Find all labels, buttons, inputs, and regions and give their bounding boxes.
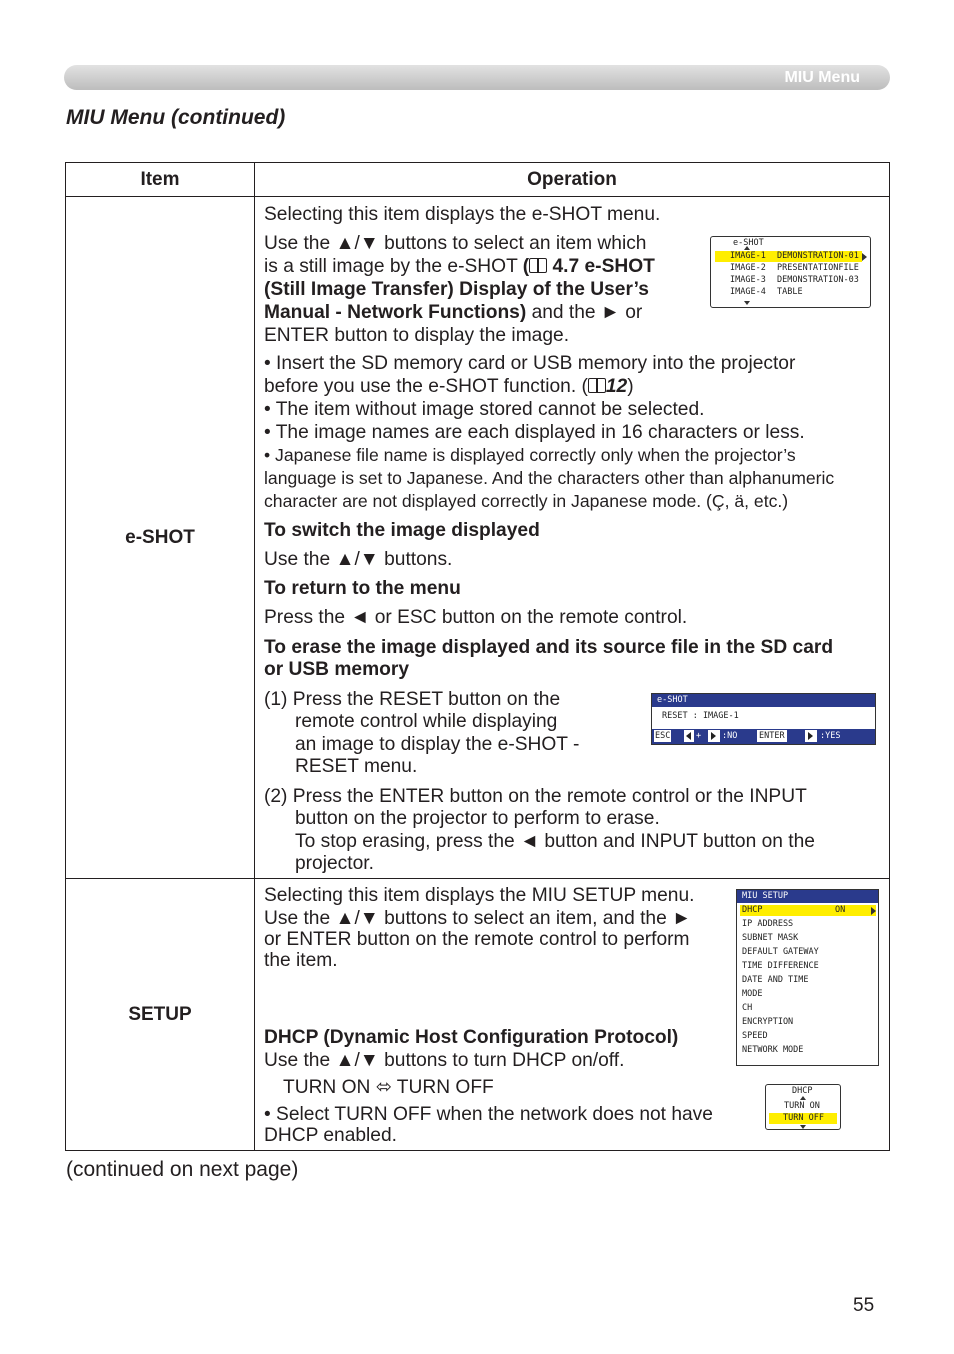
step1-line1: (1) Press the RESET button on the xyxy=(264,689,561,710)
input-key-icon xyxy=(708,730,720,742)
setup-line1: Selecting this item displays the MIU SETUP menu. xyxy=(264,885,695,906)
osd-reset-title: e-SHOT xyxy=(652,694,875,707)
arrow-right-icon xyxy=(871,907,876,915)
step1-line3: an image to display the e-SHOT - xyxy=(295,734,580,755)
miu-menu-table xyxy=(65,162,890,1151)
header-bar xyxy=(64,65,890,90)
eshot-p1-line1: Use the ▲/▼ buttons to select an item which xyxy=(264,233,647,254)
osd-setup-dhcp-row: DHCP ON xyxy=(740,905,876,916)
scroll-down-icon xyxy=(744,301,750,305)
step1-line2: remote control while displaying xyxy=(295,711,558,732)
eshot-note2: • The item without image stored cannot be selected. xyxy=(264,399,705,420)
table-header-row xyxy=(66,163,890,197)
osd-no-label: :NO xyxy=(722,731,738,741)
heading-erase-line1: To erase the image displayed and its source file in the SD card xyxy=(264,637,834,658)
dhcp-line2: TURN ON ⬄ TURN OFF xyxy=(283,1077,494,1098)
setup-line2: Use the ▲/▼ buttons to select an item, and the ► xyxy=(264,908,692,929)
miu-setup-screen xyxy=(736,889,879,1066)
eshot-note3: • The image names are each displayed in 16 characters or less. xyxy=(264,422,805,443)
continued-note: (continued on next page) xyxy=(66,1158,299,1181)
eshot-p1-line3: (Still Image Transfer) Display of the User’s xyxy=(264,279,649,300)
dhcp-note-line1: • Select TURN OFF when the network does not have xyxy=(264,1104,713,1125)
eshot-p1-line5: ENTER button to display the image. xyxy=(264,325,570,346)
eshot-p1-line2: is a still image by the e-SHOT ( 4.7 e-SHOT xyxy=(264,256,655,277)
osd-setup-item: CH xyxy=(742,1003,753,1013)
enter-key: ENTER xyxy=(759,731,785,741)
operation-setup xyxy=(255,879,890,1151)
dhcp-screen xyxy=(765,1084,841,1130)
column-header-operation: Operation xyxy=(255,163,890,197)
page-title: MIU Menu (continued) xyxy=(66,106,286,129)
osd-row-4: IMAGE-4 TABLE xyxy=(730,287,803,297)
osd-setup-item: TIME DIFFERENCE xyxy=(742,961,819,971)
osd-setup-item: DATE AND TIME xyxy=(742,975,809,985)
eshot-note4-line2: language is set to Japanese. And the characters other than alphanumeric xyxy=(264,468,835,488)
eshot-note1-line2: before you use the e-SHOT function. ( 12) xyxy=(264,376,634,397)
esc-key: ESC xyxy=(655,731,671,741)
eshot-note4-line3: character are not displayed correctly in Japanese mode. (Ç, ä, etc.) xyxy=(264,491,789,511)
osd-setup-title: MIU SETUP xyxy=(737,890,878,903)
osd-dhcp-title: DHCP xyxy=(792,1086,813,1096)
scroll-up-icon xyxy=(800,1096,806,1100)
switch-image-text: Use the ▲/▼ buttons. xyxy=(264,549,453,570)
step2-line4: projector. xyxy=(295,853,374,874)
column-header-item: Item xyxy=(66,163,255,197)
page-number: 55 xyxy=(853,1295,875,1316)
eshot-reset-screen xyxy=(651,693,876,745)
osd-setup-item: NETWORK MODE xyxy=(742,1045,804,1055)
osd-row-1: IMAGE-1 DEMONSTRATION-01 xyxy=(715,251,862,262)
osd-setup-item: SUBNET MASK xyxy=(742,933,799,943)
eshot-p1-line4: Manual - Network Functions) and the ► or xyxy=(264,302,643,323)
osd-yes-label: :YES xyxy=(820,731,841,741)
dhcp-line1: Use the ▲/▼ buttons to turn DHCP on/off. xyxy=(264,1050,625,1071)
section-label: MIU Menu xyxy=(784,69,860,86)
heading-dhcp: DHCP (Dynamic Host Configuration Protocol) xyxy=(264,1027,679,1048)
osd-row-2: IMAGE-2 PRESENTATIONFILE xyxy=(730,263,859,273)
setup-line4: the item. xyxy=(264,950,338,971)
arrow-right-icon xyxy=(862,253,867,261)
operation-eshot xyxy=(255,197,890,879)
heading-switch-image: To switch the image displayed xyxy=(264,520,540,541)
osd-setup-item: MODE xyxy=(742,989,763,999)
scroll-down-icon xyxy=(800,1125,806,1129)
osd-setup-item: SPEED xyxy=(742,1031,768,1041)
item-eshot: e-SHOT xyxy=(66,197,255,879)
osd-reset-line: RESET : IMAGE-1 xyxy=(662,711,739,721)
heading-erase-line2: or USB memory xyxy=(264,659,410,680)
book-icon xyxy=(588,378,606,393)
dhcp-note-line2: DHCP enabled. xyxy=(264,1125,397,1146)
step2-line2: button on the projector to perform to erase. xyxy=(295,808,660,829)
book-icon xyxy=(529,258,547,273)
osd-row-3: IMAGE-3 DEMONSTRATION-03 xyxy=(730,275,859,285)
osd-title: e-SHOT xyxy=(733,238,764,248)
eshot-note4-line1: • Japanese file name is displayed correctly only when the projector’s xyxy=(264,445,796,465)
osd-setup-item: DEFAULT GATEWAY xyxy=(742,947,819,957)
step1-line4: RESET menu. xyxy=(295,756,418,777)
osd-dhcp-off: TURN OFF xyxy=(769,1113,837,1124)
osd-reset-footer: ESC + :NO ENTER :YES xyxy=(652,729,875,744)
input-key-icon xyxy=(805,730,817,742)
eshot-intro: Selecting this item displays the e-SHOT menu. xyxy=(264,204,661,225)
osd-dhcp-on: TURN ON xyxy=(784,1101,820,1111)
step2-line1: (2) Press the ENTER button on the remote control or the INPUT xyxy=(264,786,807,807)
left-key-icon xyxy=(684,730,694,742)
scroll-up-icon xyxy=(744,246,750,250)
eshot-menu-screen xyxy=(710,236,871,308)
item-setup: SETUP xyxy=(66,879,255,1151)
osd-setup-item: ENCRYPTION xyxy=(742,1017,794,1027)
eshot-note1-line1: • Insert the SD memory card or USB memory into the projector xyxy=(264,353,796,374)
heading-return-menu: To return to the menu xyxy=(264,578,461,599)
table-row-setup xyxy=(66,879,890,1151)
return-menu-text: Press the ◄ or ESC button on the remote control. xyxy=(264,607,688,628)
table-row-eshot xyxy=(66,197,890,879)
setup-line3: or ENTER button on the remote control to perform xyxy=(264,929,690,950)
step2-line3: To stop erasing, press the ◄ button and INPUT button on the xyxy=(295,831,815,852)
osd-setup-item: IP ADDRESS xyxy=(742,919,794,929)
